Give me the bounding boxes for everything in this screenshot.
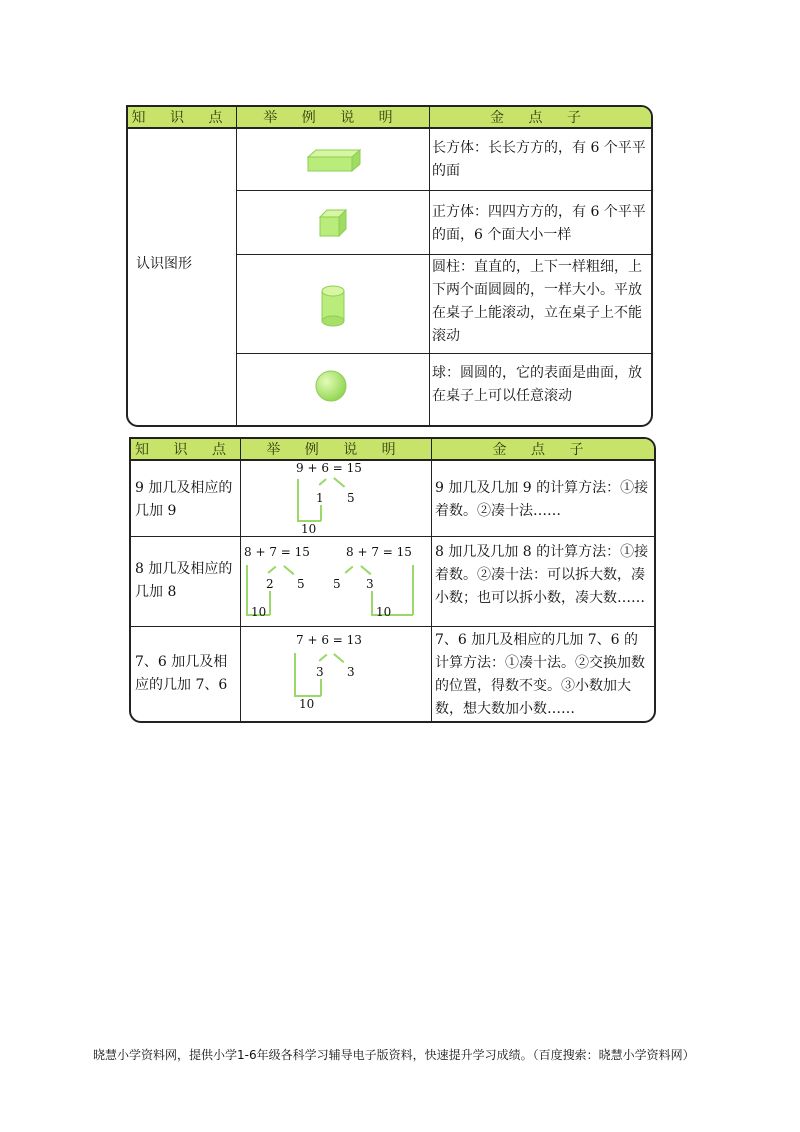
cylinder-icon bbox=[320, 285, 346, 327]
shapes-table bbox=[126, 105, 653, 427]
example-8-left-part-b: 5 bbox=[297, 577, 305, 591]
table-header bbox=[131, 439, 654, 461]
tip-cylinder: 圆柱：直直的，上下一样粗细，上下两个面圆圆的，一样大小。平放在桌子上能滚动，立在桌子上不能滚动 bbox=[432, 259, 642, 344]
example-9-part-a: 1 bbox=[316, 491, 324, 505]
header-tips: 金 点 子 bbox=[490, 110, 591, 126]
header-example: 举 例 说 明 bbox=[237, 107, 430, 127]
topic-7-6: 7、6 加几及相应的几加 7、6 bbox=[135, 654, 228, 693]
addition-table bbox=[129, 437, 656, 723]
example-7-part-b: 3 bbox=[347, 665, 355, 679]
example-8-equation-left: 8 + 7 = 15 bbox=[244, 545, 310, 559]
tip-7-6: 7、6 加几及相应的几加 7、6 的计算方法：①凑十法。②交换加数的位置，得数不变。③小数加大数，想大数加小数…… bbox=[435, 632, 645, 717]
example-8-right-sum: 10 bbox=[376, 605, 392, 619]
topic-cell: 认识图形 bbox=[136, 256, 192, 272]
example-7-sum: 10 bbox=[299, 697, 315, 711]
cube-icon bbox=[318, 208, 348, 238]
footer-text: 晓慧小学资料网，提供小学1-6年级各科学习辅导电子版资料，快速提升学习成绩。（百度搜索：晓慧小学资料网） bbox=[93, 1048, 695, 1062]
header-knowledge: 知 识 点 bbox=[131, 439, 241, 459]
cuboid-icon bbox=[306, 147, 362, 173]
topic-9: 9 加几及相应的几加 9 bbox=[135, 480, 233, 519]
example-9-equation: 9 + 6 = 15 bbox=[296, 461, 362, 475]
tip-sphere: 球：圆圆的，它的表面是曲面，放在桌子上可以任意滚动 bbox=[432, 365, 642, 404]
header-example: 举 例 说 明 bbox=[241, 439, 432, 459]
tip-cuboid: 长方体：长长方方的，有 6 个平平的面 bbox=[432, 140, 646, 179]
tip-8: 8 加几及几加 8 的计算方法：①接着数。②凑十法：可以拆大数，凑小数；也可以拆小数，凑大数…… bbox=[435, 544, 649, 606]
example-8-left-sum: 10 bbox=[251, 605, 267, 619]
example-8-right-part-b: 3 bbox=[366, 577, 374, 591]
tip-9: 9 加几及几加 9 的计算方法：①接着数。②凑十法…… bbox=[435, 480, 649, 519]
header-tips: 金 点 子 bbox=[492, 442, 594, 458]
tip-cube: 正方体：四四方方的，有 6 个平平的面，6 个面大小一样 bbox=[432, 204, 646, 243]
example-9-sum: 10 bbox=[301, 522, 317, 536]
header-knowledge: 知 识 点 bbox=[128, 107, 237, 127]
example-9-part-b: 5 bbox=[347, 491, 355, 505]
example-8-right-part-a: 5 bbox=[333, 577, 341, 591]
sphere-icon bbox=[314, 369, 348, 403]
example-7-equation: 7 + 6 = 13 bbox=[296, 633, 362, 647]
example-7-part-a: 3 bbox=[316, 665, 324, 679]
table-header bbox=[128, 107, 651, 129]
example-8-left-part-a: 2 bbox=[266, 577, 274, 591]
example-8-equation-right: 8 + 7 = 15 bbox=[346, 545, 412, 559]
topic-8: 8 加几及相应的几加 8 bbox=[135, 561, 233, 600]
